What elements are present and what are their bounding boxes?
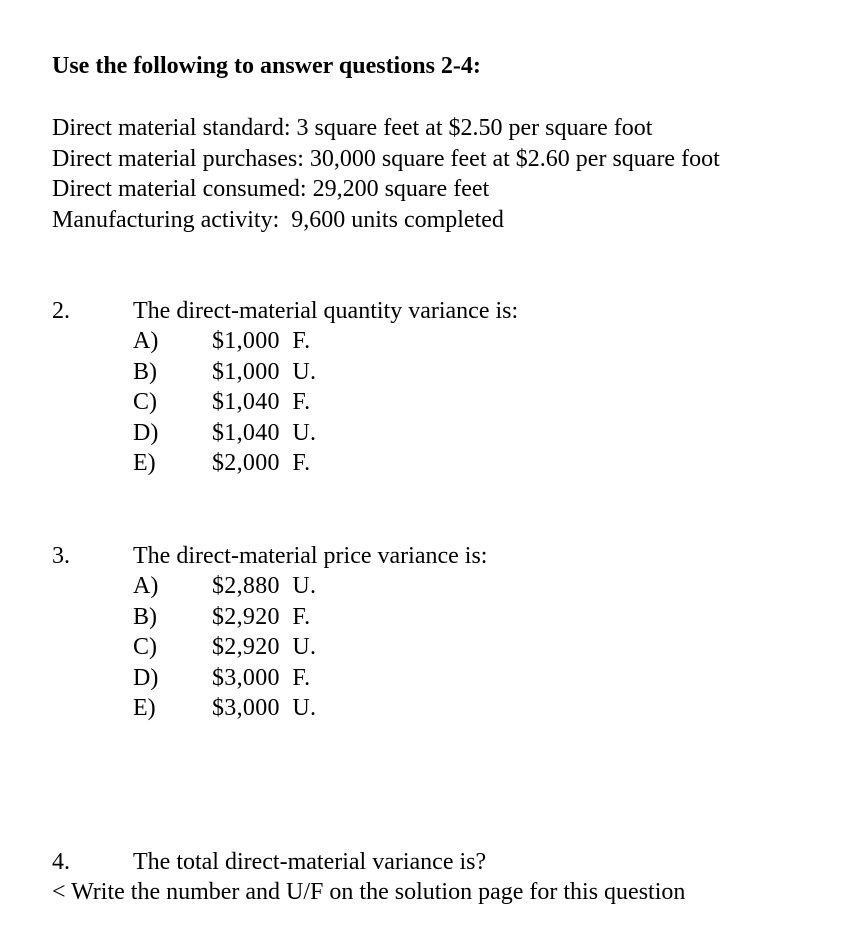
given-line-consumed: Direct material consumed: 29,200 square feet [52,176,490,202]
answer-options [133,571,433,724]
answer-options [133,326,433,479]
option-value: $2,920 F. [212,603,311,630]
option-d [133,418,433,449]
question-number: 4. [52,849,70,875]
option-e [133,693,433,724]
given-data-block [52,113,720,235]
given-line-activity: Manufacturing activity: 9,600 units completed [52,206,504,233]
option-a [133,326,433,357]
option-value: $1,000 F. [212,328,311,354]
question-text: The direct-material quantity variance is: [133,298,519,324]
option-value: $1,040 U. [212,419,317,446]
option-letter: B) [133,358,157,385]
question-number: 2. [52,298,70,324]
option-letter: B) [133,603,157,630]
option-b [133,357,433,388]
option-letter: E) [133,450,156,477]
option-letter: A) [133,328,159,354]
option-b [133,602,433,633]
option-letter: C) [133,634,157,661]
option-value: $2,880 U. [212,573,317,599]
given-line-standard: Direct material standard: 3 square feet at $2.50 per square foot [52,115,653,141]
option-letter: C) [133,389,157,416]
option-letter: A) [133,573,159,599]
section-heading: Use the following to answer questions 2-4: [52,53,481,79]
question-text: The total direct-material variance is? [133,849,487,875]
option-letter: E) [133,695,156,722]
option-a [133,571,433,602]
option-c [133,632,433,663]
option-letter: D) [133,419,159,446]
given-line-purchases: Direct material purchases: 30,000 square feet at $2.60 per square foot [52,145,720,172]
option-value: $3,000 U. [212,695,317,722]
option-value: $2,920 U. [212,634,317,661]
question-text: The direct-material price variance is: [133,543,488,569]
option-value: $1,040 F. [212,389,311,416]
question-4-instruction: < Write the number and U/F on the solution page for this question [52,879,686,905]
option-value: $1,000 U. [212,358,317,385]
option-e [133,448,433,479]
option-letter: D) [133,664,159,691]
option-value: $2,000 F. [212,450,311,477]
option-value: $3,000 F. [212,664,311,691]
option-d [133,663,433,694]
option-c [133,387,433,418]
question-number: 3. [52,543,70,569]
